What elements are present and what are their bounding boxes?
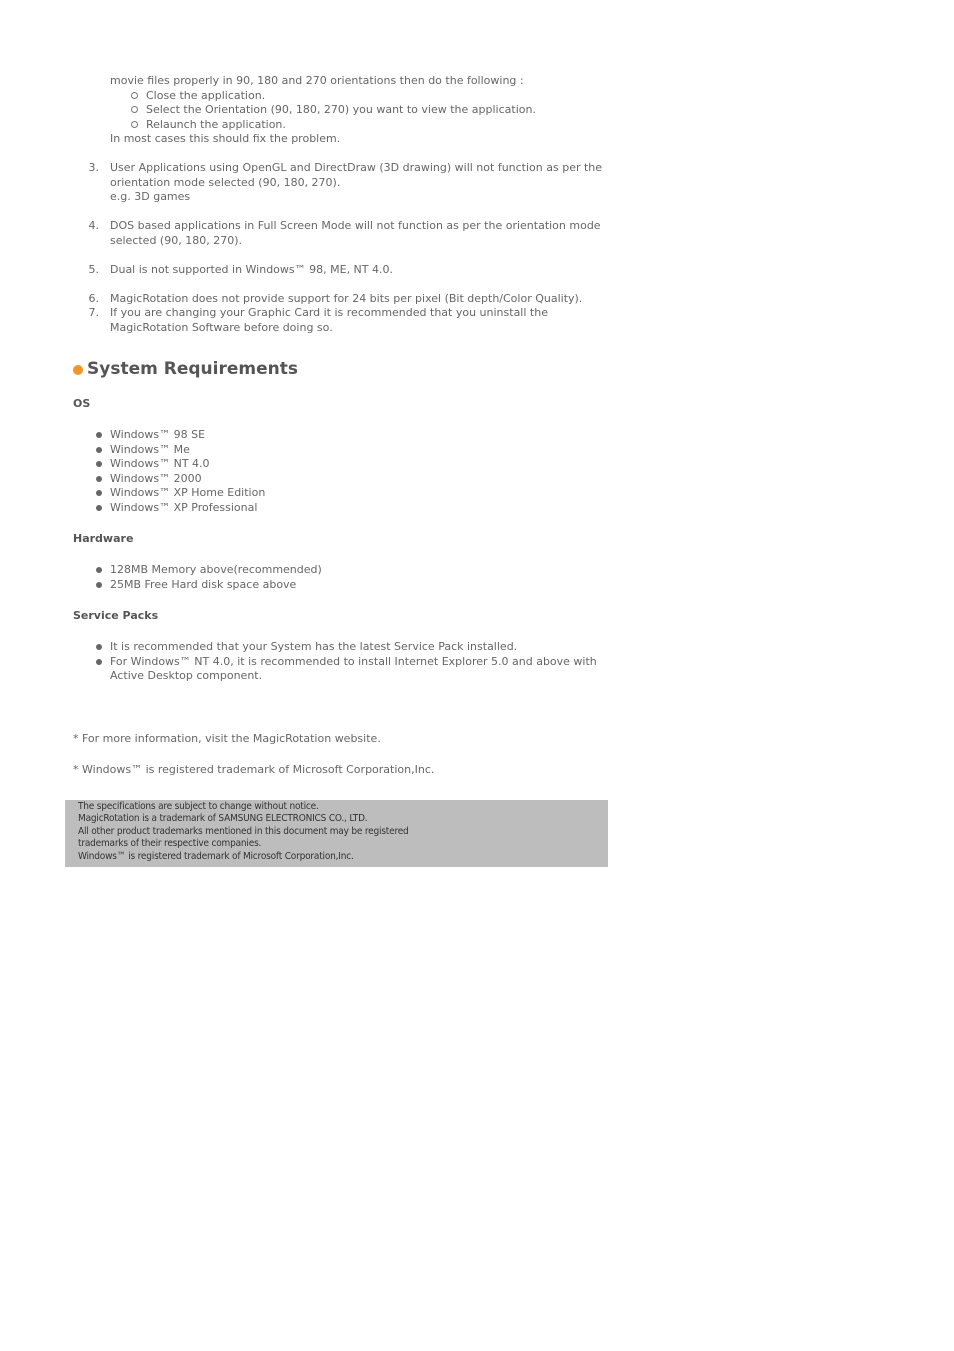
bullet-icon (96, 476, 102, 482)
note-item-5: 5. Dual is not supported in Windows™ 98, ME, NT 4.0. (88, 262, 393, 276)
subheading-os: OS (73, 397, 91, 410)
section-title-system-requirements: System Requirements (73, 357, 608, 381)
note-item-3: 3. User Applications using OpenGL and DirectDraw (3D drawing) will not function as per the orientation mode selected (90, 180, 270). e.g. 3D games (88, 161, 603, 203)
circle-bullet-icon (131, 92, 138, 99)
footnote-trademark: * Windows™ is registered trademark of Microsoft Corporation,Inc. (73, 762, 435, 776)
intro-step: Select the Orientation (90, 180, 270) you want to view the application. (73, 103, 608, 118)
notice-line: Windows™ is registered trademark of Microsoft Corporation,Inc. (78, 850, 354, 862)
notice-line: The specifications are subject to change without notice. (78, 801, 319, 812)
bullet-icon (96, 490, 102, 496)
list-item: Windows™ XP Home Edition (73, 486, 608, 501)
list-item: For Windows™ NT 4.0, it is recommended to install Internet Explorer 5.0 and above with Active Desktop component. (73, 655, 608, 684)
bullet-dot-icon (73, 365, 83, 375)
notice-line: MagicRotation is a trademark of SAMSUNG ELECTRONICS CO., LTD. (78, 813, 368, 825)
bullet-icon (96, 567, 102, 573)
list-item: 128MB Memory above(recommended) (73, 563, 608, 578)
note-item-4: 4. DOS based applications in Full Screen Mode will not function as per the orientation mode selected (90, 180, 270). (88, 219, 601, 247)
bullet-icon (96, 461, 102, 467)
bullet-icon (96, 582, 102, 588)
intro-lead: movie files properly in 90, 180 and 270 orientations then do the following : (110, 74, 524, 87)
legal-notice-box (65, 800, 608, 867)
circle-bullet-icon (131, 106, 138, 113)
list-item: Windows™ NT 4.0 (73, 457, 608, 472)
list-item: 25MB Free Hard disk space above (73, 578, 608, 593)
circle-bullet-icon (131, 121, 138, 128)
list-item: Windows™ 98 SE (73, 428, 608, 443)
intro-conclusion: In most cases this should fix the problem. (110, 132, 341, 145)
list-item: It is recommended that your System has the latest Service Pack installed. (73, 640, 608, 655)
subheading-hardware: Hardware (73, 532, 134, 545)
notice-line: trademarks of their respective companies. (78, 838, 262, 850)
bullet-icon (96, 432, 102, 438)
subheading-service-packs: Service Packs (73, 608, 159, 622)
bullet-icon (96, 644, 102, 650)
document-content (73, 74, 608, 777)
intro-step: Close the application. (73, 89, 608, 104)
list-item: Windows™ XP Professional (73, 501, 608, 516)
note-item-7: 7. If you are changing your Graphic Card it is recommended that you uninstall the MagicRotation Software before doing so. (88, 306, 548, 334)
bullet-icon (96, 659, 102, 665)
bullet-icon (96, 505, 102, 511)
website-link[interactable]: website (334, 731, 378, 745)
intro-step: Relaunch the application. (73, 118, 608, 133)
bullet-icon (96, 447, 102, 453)
notice-line: All other product trademarks mentioned in this document may be registered (78, 825, 409, 837)
note-item-6: 6. MagicRotation does not provide support for 24 bits per pixel (Bit depth/Color Quality). (88, 291, 583, 305)
footnote-more-info: * For more information, visit the MagicRotation website. (73, 731, 381, 745)
list-item: Windows™ 2000 (73, 472, 608, 487)
list-item: Windows™ Me (73, 443, 608, 458)
